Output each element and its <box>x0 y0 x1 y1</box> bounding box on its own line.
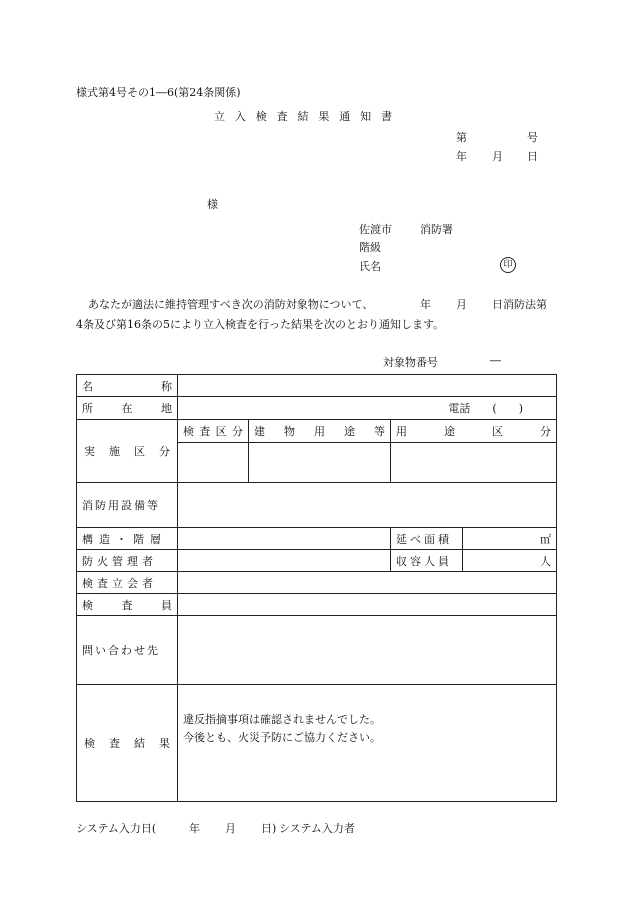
body-year: 年 <box>420 298 431 311</box>
name-label-char: 称 <box>161 379 172 393</box>
inspector-label-char: 員 <box>161 598 172 612</box>
result-value[interactable] <box>178 685 557 802</box>
title-char: 検 <box>255 110 267 123</box>
floor-area-value[interactable] <box>463 528 557 550</box>
address-label-char: 地 <box>161 402 172 415</box>
building-use-char: 等 <box>374 425 385 438</box>
insp-category-char: 分 <box>231 425 243 438</box>
use-category-char: 分 <box>540 425 551 438</box>
result-label-char: 果 <box>159 737 170 750</box>
body-line1-text: あなたが適法に維持管理すべき次の消防対象物について、 <box>88 298 374 311</box>
number-prefix: 第 <box>456 131 467 144</box>
witness-label-cell <box>77 572 178 594</box>
footer-month: 月 <box>225 822 236 835</box>
use-category-char: 途 <box>444 425 455 438</box>
fire-manager-value[interactable] <box>178 550 391 572</box>
number-suffix: 号 <box>527 131 538 144</box>
building-use-value[interactable] <box>249 443 391 483</box>
result-line1: 違反指摘事項は確認されませんでした。 <box>183 713 381 726</box>
footer-input-date-label: システム入力日( <box>76 822 157 835</box>
impl-label-cell <box>77 420 178 483</box>
phone-parens: ( ) <box>492 402 523 415</box>
issuer-org1: 佐渡市 <box>359 223 392 236</box>
result-label-cell <box>77 685 178 802</box>
building-use-char: 建 <box>254 425 265 438</box>
row-witness <box>77 572 557 594</box>
addressee-suffix: 様 <box>207 198 218 211</box>
row-inquiry <box>77 616 557 685</box>
use-category-char: 用 <box>396 425 407 438</box>
witness-value[interactable] <box>178 572 557 594</box>
impl-label-char: 施 <box>109 445 120 458</box>
title-char: 結 <box>297 110 309 123</box>
result-label-char: 検 <box>84 737 95 750</box>
title-char: 通 <box>339 110 351 123</box>
insp-category-header <box>178 420 249 443</box>
footer-input-person-label: システム入力者 <box>279 822 355 835</box>
result-line2: 今後とも、火災予防にご協力ください。 <box>183 731 381 744</box>
object-number-dash: ― <box>490 354 501 367</box>
row-impl-header <box>77 420 557 443</box>
inquiry-value[interactable] <box>178 616 557 685</box>
form-number: 様式第4号その1―6(第24条関係) <box>76 86 241 99</box>
impl-label-char: 分 <box>159 445 170 458</box>
inquiry-label-cell <box>77 616 178 685</box>
structure-label: 構造・階層 <box>82 532 167 546</box>
row-name <box>77 375 557 397</box>
body-line2: 4条及び第16条の5により立入検査を行った結果を次のとおり通知します。 <box>76 318 445 331</box>
floor-area-label-cell <box>391 528 463 550</box>
insp-category-char: 査 <box>199 425 211 438</box>
building-use-header <box>249 420 391 443</box>
area-unit: ㎡ <box>540 532 551 546</box>
witness-label: 検査立会者 <box>82 576 157 590</box>
fire-equipment-label: 消防用設備等 <box>82 499 160 512</box>
use-category-value[interactable] <box>391 443 557 483</box>
title-char: 書 <box>381 110 392 123</box>
structure-label-cell <box>77 528 178 550</box>
inspector-label-cell <box>77 594 178 616</box>
impl-label-char: 区 <box>134 445 145 458</box>
title-char: 果 <box>318 110 330 123</box>
seal-icon: 印 <box>500 257 516 273</box>
capacity-label: 収容人員 <box>396 554 452 568</box>
insp-category-char: 検 <box>183 425 194 438</box>
address-label-char: 所 <box>82 402 93 415</box>
fire-manager-label: 防火管理者 <box>82 554 157 568</box>
name-label-cell <box>77 375 178 397</box>
capacity-value[interactable] <box>463 550 557 572</box>
date-day: 日 <box>527 150 538 163</box>
body-day-text: 日消防法第 <box>492 298 547 311</box>
address-label-cell <box>77 397 178 420</box>
capacity-unit: 人 <box>540 554 551 568</box>
body-line1 <box>88 296 373 312</box>
address-value-cell[interactable] <box>178 397 557 420</box>
footer-year: 年 <box>189 822 200 835</box>
title-char: 入 <box>234 110 246 123</box>
fire-equipment-label-cell <box>77 483 178 528</box>
fire-manager-label-cell <box>77 550 178 572</box>
document-title <box>214 108 392 124</box>
row-address <box>77 397 557 420</box>
impl-label-char: 実 <box>84 445 95 458</box>
phone-label: 電話 <box>448 402 471 415</box>
insp-category-char: 区 <box>215 425 227 438</box>
row-fire-equipment <box>77 483 557 528</box>
insp-category-value[interactable] <box>178 443 249 483</box>
row-structure <box>77 528 557 550</box>
body-month: 月 <box>456 298 467 311</box>
result-label-char: 結 <box>134 737 145 750</box>
building-use-char: 用 <box>314 425 325 438</box>
structure-value[interactable] <box>178 528 391 550</box>
inspector-label-char: 査 <box>121 598 133 612</box>
title-char: 立 <box>214 110 225 123</box>
floor-area-label: 延べ面積 <box>396 532 452 546</box>
use-category-header <box>391 420 557 443</box>
row-fire-manager <box>77 550 557 572</box>
rank-label: 階級 <box>359 241 381 254</box>
building-use-char: 物 <box>284 425 295 438</box>
row-inspector <box>77 594 557 616</box>
issuer-org2: 消防署 <box>420 223 453 236</box>
fire-equipment-value[interactable] <box>178 483 557 528</box>
footer-day-close: 日) <box>261 822 277 835</box>
building-use-char: 途 <box>344 425 355 438</box>
inspector-label-char: 検 <box>82 598 93 612</box>
inquiry-label: 問い合わせ先 <box>82 644 160 657</box>
title-char: 知 <box>360 110 372 123</box>
address-label-char: 在 <box>121 402 133 415</box>
name-label-char: 名 <box>82 379 93 393</box>
name-label: 氏名 <box>359 260 381 273</box>
use-category-char: 区 <box>492 425 503 438</box>
row-result <box>77 685 557 802</box>
date-year: 年 <box>456 150 467 163</box>
date-month: 月 <box>492 150 503 163</box>
title-char: 査 <box>276 110 288 123</box>
result-label-char: 査 <box>109 737 120 750</box>
capacity-label-cell <box>391 550 463 572</box>
inspection-form-table <box>76 374 557 802</box>
name-value-cell[interactable] <box>178 375 557 397</box>
inspector-value[interactable] <box>178 594 557 616</box>
object-number-label: 対象物番号 <box>383 356 438 369</box>
